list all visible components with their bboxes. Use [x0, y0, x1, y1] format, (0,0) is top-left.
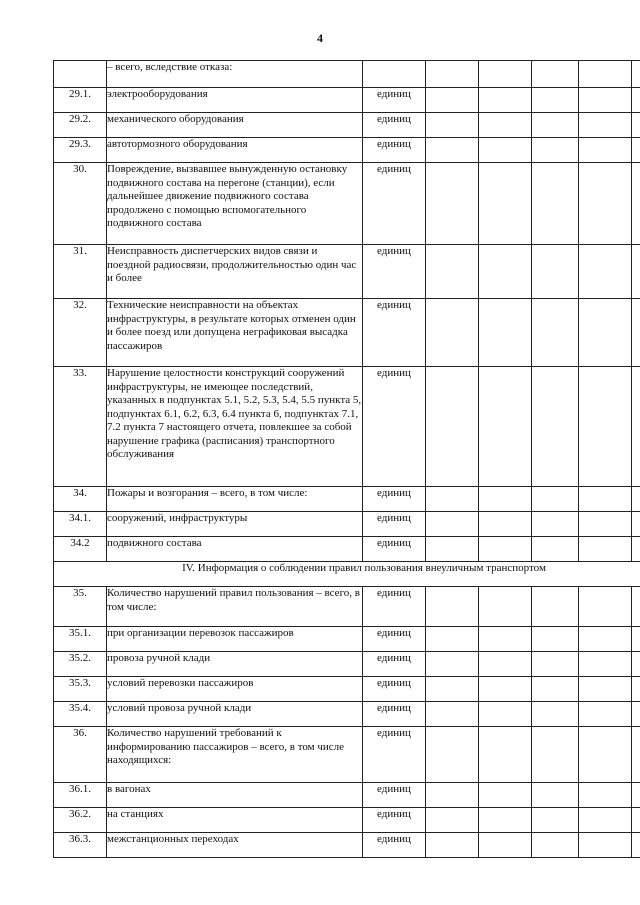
value-cell	[532, 537, 579, 562]
value-cell	[532, 652, 579, 677]
value-cell	[479, 627, 532, 652]
row-number: 36.2.	[54, 808, 107, 833]
row-number: 35.4.	[54, 702, 107, 727]
value-cell	[532, 299, 579, 367]
table-row	[54, 61, 640, 88]
value-cell	[532, 783, 579, 808]
row-unit	[363, 61, 426, 88]
row-description: условий провоза ручной клади	[107, 702, 363, 727]
value-cell	[632, 163, 640, 245]
table-row	[54, 677, 640, 702]
table-row	[54, 833, 640, 858]
value-cell	[426, 587, 479, 627]
table-row	[54, 88, 640, 113]
row-description: электрооборудования	[107, 88, 363, 113]
value-cell	[579, 88, 632, 113]
value-cell	[632, 808, 640, 833]
value-cell	[579, 587, 632, 627]
value-cell	[579, 113, 632, 138]
value-cell	[426, 487, 479, 512]
row-unit: единиц	[363, 808, 426, 833]
value-cell	[426, 677, 479, 702]
value-cell	[532, 627, 579, 652]
value-cell	[426, 652, 479, 677]
value-cell	[632, 487, 640, 512]
value-cell	[579, 512, 632, 537]
row-number: 29.3.	[54, 138, 107, 163]
value-cell	[532, 113, 579, 138]
row-unit: единиц	[363, 783, 426, 808]
row-description: автотормозного оборудования	[107, 138, 363, 163]
table-row	[54, 727, 640, 783]
value-cell	[426, 512, 479, 537]
row-description: Нарушение целостности конструкций сооружений инфраструктуры, не имеющее последствий, указанных в подпунктах 5.1, 5.2, 5.3, 5.4, 5.5 пункта 5, подпунктах 6.1, 6.2, 6.3, 6.4 пункта 6, подпунктах 7.1, 7.2 пункта 7 настоящего отчета, повлекшее за собой нарушение графика (расписания) транспортного обслуживания	[107, 367, 363, 487]
value-cell	[479, 487, 532, 512]
row-unit: единиц	[363, 138, 426, 163]
value-cell	[632, 702, 640, 727]
value-cell	[579, 537, 632, 562]
value-cell	[579, 245, 632, 299]
row-description: провоза ручной клади	[107, 652, 363, 677]
row-description: механического оборудования	[107, 113, 363, 138]
row-number: 34.1.	[54, 512, 107, 537]
value-cell	[632, 245, 640, 299]
value-cell	[632, 537, 640, 562]
row-number: 33.	[54, 367, 107, 487]
value-cell	[532, 245, 579, 299]
value-cell	[479, 677, 532, 702]
table-row	[54, 487, 640, 512]
row-unit: единиц	[363, 245, 426, 299]
value-cell	[426, 113, 479, 138]
value-cell	[479, 537, 532, 562]
row-number: 36.3.	[54, 833, 107, 858]
row-number: 32.	[54, 299, 107, 367]
row-number: 35.	[54, 587, 107, 627]
value-cell	[579, 487, 632, 512]
report-table	[53, 60, 640, 858]
value-cell	[426, 61, 479, 88]
value-cell	[632, 627, 640, 652]
value-cell	[479, 61, 532, 88]
value-cell	[579, 367, 632, 487]
value-cell	[479, 587, 532, 627]
table-row	[54, 652, 640, 677]
row-description: сооружений, инфраструктуры	[107, 512, 363, 537]
value-cell	[426, 163, 479, 245]
value-cell	[579, 299, 632, 367]
row-description: – всего, вследствие отказа:	[107, 61, 363, 88]
report-table-body	[54, 61, 640, 858]
row-description: Повреждение, вызвавшее вынужденную остановку подвижного состава на перегоне (станции), если дальнейшее движение подвижного состава продолжено с помощью вспомогательного подвижного состава	[107, 163, 363, 245]
value-cell	[579, 808, 632, 833]
value-cell	[579, 783, 632, 808]
row-number: 29.1.	[54, 88, 107, 113]
table-row	[54, 808, 640, 833]
value-cell	[426, 88, 479, 113]
value-cell	[426, 727, 479, 783]
value-cell	[632, 652, 640, 677]
value-cell	[426, 627, 479, 652]
value-cell	[579, 677, 632, 702]
row-number: 36.1.	[54, 783, 107, 808]
row-description: условий перевозки пассажиров	[107, 677, 363, 702]
value-cell	[532, 487, 579, 512]
value-cell	[632, 88, 640, 113]
row-unit: единиц	[363, 299, 426, 367]
value-cell	[632, 512, 640, 537]
table-row	[54, 299, 640, 367]
value-cell	[426, 245, 479, 299]
value-cell	[479, 512, 532, 537]
value-cell	[426, 138, 479, 163]
value-cell	[479, 113, 532, 138]
table-row	[54, 537, 640, 562]
value-cell	[532, 61, 579, 88]
value-cell	[479, 245, 532, 299]
row-unit: единиц	[363, 833, 426, 858]
value-cell	[426, 367, 479, 487]
row-number: 35.2.	[54, 652, 107, 677]
value-cell	[479, 783, 532, 808]
row-number: 29.2.	[54, 113, 107, 138]
row-number: 34.2	[54, 537, 107, 562]
value-cell	[632, 138, 640, 163]
value-cell	[579, 61, 632, 88]
value-cell	[632, 367, 640, 487]
row-number: 35.3.	[54, 677, 107, 702]
value-cell	[532, 587, 579, 627]
table-row	[54, 587, 640, 627]
value-cell	[426, 808, 479, 833]
value-cell	[579, 727, 632, 783]
row-description: Технические неисправности на объектах инфраструктуры, в результате которых отменен один и более поезд или допущена неграфиковая высадка пассажиров	[107, 299, 363, 367]
table-row	[54, 245, 640, 299]
table-row	[54, 113, 640, 138]
value-cell	[426, 702, 479, 727]
value-cell	[632, 727, 640, 783]
value-cell	[479, 702, 532, 727]
row-number: 30.	[54, 163, 107, 245]
row-description: на станциях	[107, 808, 363, 833]
row-description: подвижного состава	[107, 537, 363, 562]
row-unit: единиц	[363, 367, 426, 487]
row-unit: единиц	[363, 677, 426, 702]
row-unit: единиц	[363, 163, 426, 245]
value-cell	[532, 88, 579, 113]
value-cell	[426, 783, 479, 808]
value-cell	[479, 88, 532, 113]
row-unit: единиц	[363, 702, 426, 727]
value-cell	[632, 783, 640, 808]
value-cell	[426, 833, 479, 858]
value-cell	[426, 537, 479, 562]
table-row	[54, 627, 640, 652]
row-unit: единиц	[363, 587, 426, 627]
value-cell	[579, 163, 632, 245]
row-number: 35.1.	[54, 627, 107, 652]
table-row	[54, 163, 640, 245]
value-cell	[479, 367, 532, 487]
value-cell	[579, 833, 632, 858]
row-unit: единиц	[363, 88, 426, 113]
table-row	[54, 512, 640, 537]
value-cell	[479, 652, 532, 677]
row-unit: единиц	[363, 113, 426, 138]
row-unit: единиц	[363, 627, 426, 652]
row-number	[54, 61, 107, 88]
value-cell	[479, 299, 532, 367]
table-row	[54, 702, 640, 727]
value-cell	[632, 587, 640, 627]
row-description: Количество нарушений требований к информированию пассажиров – всего, в том числе находящихся:	[107, 727, 363, 783]
row-number: 34.	[54, 487, 107, 512]
section-title: IV. Информация о соблюдении правил пользования внеуличным транспортом	[54, 562, 640, 587]
row-description: Неисправность диспетчерских видов связи и поездной радиосвязи, продолжительностью один час и более	[107, 245, 363, 299]
value-cell	[532, 702, 579, 727]
row-description: Пожары и возгорания – всего, в том числе:	[107, 487, 363, 512]
value-cell	[532, 808, 579, 833]
value-cell	[479, 833, 532, 858]
table-row	[54, 367, 640, 487]
row-description: межстанционных переходах	[107, 833, 363, 858]
row-description: при организации перевозок пассажиров	[107, 627, 363, 652]
value-cell	[579, 138, 632, 163]
value-cell	[532, 163, 579, 245]
row-unit: единиц	[363, 512, 426, 537]
value-cell	[532, 833, 579, 858]
value-cell	[532, 512, 579, 537]
section-header-row	[54, 562, 640, 587]
row-description: в вагонах	[107, 783, 363, 808]
row-unit: единиц	[363, 487, 426, 512]
table-row	[54, 783, 640, 808]
value-cell	[632, 299, 640, 367]
row-unit: единиц	[363, 652, 426, 677]
value-cell	[532, 677, 579, 702]
value-cell	[479, 138, 532, 163]
value-cell	[479, 808, 532, 833]
value-cell	[632, 833, 640, 858]
value-cell	[479, 727, 532, 783]
value-cell	[632, 677, 640, 702]
row-unit: единиц	[363, 727, 426, 783]
value-cell	[426, 299, 479, 367]
page-number: 4	[317, 31, 323, 45]
row-number: 36.	[54, 727, 107, 783]
row-number: 31.	[54, 245, 107, 299]
table-row	[54, 138, 640, 163]
value-cell	[532, 138, 579, 163]
value-cell	[579, 652, 632, 677]
value-cell	[579, 627, 632, 652]
value-cell	[532, 727, 579, 783]
value-cell	[632, 113, 640, 138]
row-description: Количество нарушений правил пользования – всего, в том числе:	[107, 587, 363, 627]
value-cell	[479, 163, 532, 245]
value-cell	[532, 367, 579, 487]
value-cell	[579, 702, 632, 727]
value-cell	[632, 61, 640, 88]
row-unit: единиц	[363, 537, 426, 562]
